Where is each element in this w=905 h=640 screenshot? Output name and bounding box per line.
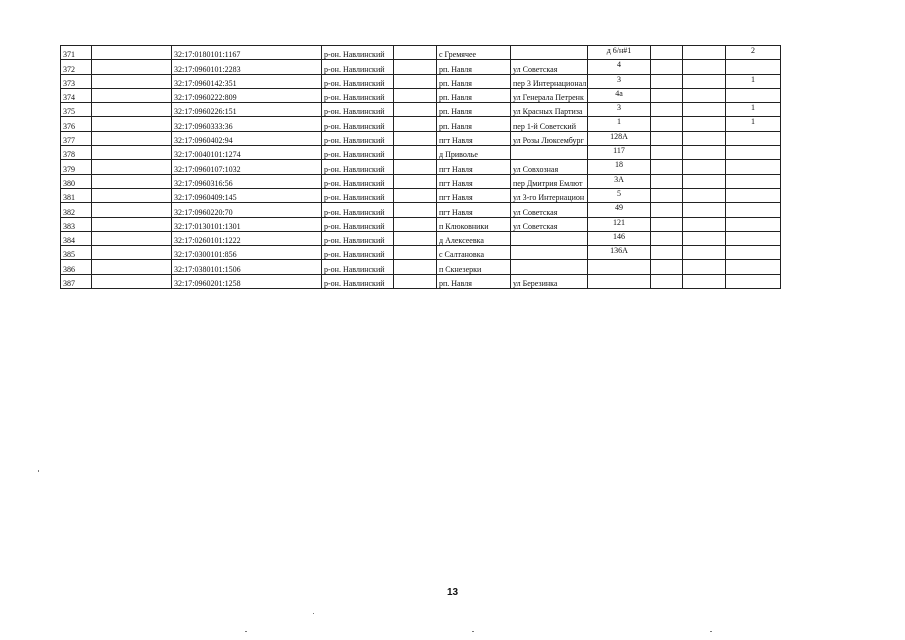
row-number-cell: 379 bbox=[61, 160, 92, 174]
table-row bbox=[61, 188, 781, 202]
row-number-cell: 377 bbox=[61, 131, 92, 145]
table-row bbox=[61, 74, 781, 88]
count-cell: 1 bbox=[726, 74, 781, 88]
cadastral-number-cell: 32:17:0300101:856 bbox=[172, 246, 322, 260]
district-cell: р-он. Навлинский bbox=[322, 260, 394, 274]
district-cell: р-он. Навлинский bbox=[322, 60, 394, 74]
table-row bbox=[61, 103, 781, 117]
empty-cell bbox=[394, 231, 437, 245]
street-cell: ул Красных Партиза bbox=[511, 103, 588, 117]
street-cell: ул Генерала Петренк bbox=[511, 88, 588, 102]
empty-cell bbox=[683, 274, 726, 288]
house-number-cell: 1 bbox=[588, 117, 651, 131]
empty-cell bbox=[651, 146, 683, 160]
scan-speck bbox=[245, 631, 247, 632]
empty-cell bbox=[92, 260, 172, 274]
cadastral-number-cell: 32:17:0960226:151 bbox=[172, 103, 322, 117]
street-cell: ул Советская bbox=[511, 203, 588, 217]
house-number-cell: 128А bbox=[588, 131, 651, 145]
district-cell: р-он. Навлинский bbox=[322, 217, 394, 231]
empty-cell bbox=[92, 146, 172, 160]
empty-cell bbox=[651, 74, 683, 88]
street-cell bbox=[511, 231, 588, 245]
street-cell: пер 3 Интернационал bbox=[511, 74, 588, 88]
row-number-cell: 382 bbox=[61, 203, 92, 217]
cadastral-number-cell: 32:17:0960201:1258 bbox=[172, 274, 322, 288]
empty-cell bbox=[394, 174, 437, 188]
empty-cell bbox=[651, 88, 683, 102]
count-cell bbox=[726, 174, 781, 188]
empty-cell bbox=[651, 260, 683, 274]
house-number-cell: 136А bbox=[588, 246, 651, 260]
district-cell: р-он. Навлинский bbox=[322, 174, 394, 188]
empty-cell bbox=[651, 174, 683, 188]
locality-cell: пгт Навля bbox=[437, 203, 511, 217]
empty-cell bbox=[394, 46, 437, 60]
district-cell: р-он. Навлинский bbox=[322, 131, 394, 145]
empty-cell bbox=[92, 88, 172, 102]
empty-cell bbox=[651, 131, 683, 145]
empty-cell bbox=[394, 246, 437, 260]
locality-cell: рп. Навля bbox=[437, 74, 511, 88]
table-row bbox=[61, 217, 781, 231]
scan-speck bbox=[313, 613, 314, 614]
scan-speck bbox=[38, 470, 39, 472]
house-number-cell bbox=[588, 260, 651, 274]
row-number-cell: 385 bbox=[61, 246, 92, 260]
cadastral-number-cell: 32:17:0960222:809 bbox=[172, 88, 322, 102]
street-cell bbox=[511, 246, 588, 260]
cadastral-number-cell: 32:17:0040101:1274 bbox=[172, 146, 322, 160]
cadastral-number-cell: 32:17:0960101:2283 bbox=[172, 60, 322, 74]
table-row bbox=[61, 88, 781, 102]
locality-cell: рп. Навля bbox=[437, 103, 511, 117]
count-cell bbox=[726, 188, 781, 202]
count-cell: 1 bbox=[726, 103, 781, 117]
locality-cell: рп. Навля bbox=[437, 60, 511, 74]
count-cell bbox=[726, 131, 781, 145]
empty-cell bbox=[394, 217, 437, 231]
empty-cell bbox=[683, 46, 726, 60]
empty-cell bbox=[92, 217, 172, 231]
empty-cell bbox=[92, 74, 172, 88]
cadastral-number-cell: 32:17:0260101:1222 bbox=[172, 231, 322, 245]
empty-cell bbox=[394, 74, 437, 88]
locality-cell: рп. Навля bbox=[437, 274, 511, 288]
empty-cell bbox=[683, 203, 726, 217]
empty-cell bbox=[683, 74, 726, 88]
cadastral-number-cell: 32:17:0960409:145 bbox=[172, 188, 322, 202]
property-table bbox=[60, 45, 781, 289]
empty-cell bbox=[683, 146, 726, 160]
street-cell bbox=[511, 146, 588, 160]
empty-cell bbox=[651, 160, 683, 174]
house-number-cell: 3 bbox=[588, 103, 651, 117]
district-cell: р-он. Навлинский bbox=[322, 74, 394, 88]
row-number-cell: 376 bbox=[61, 117, 92, 131]
cadastral-number-cell: 32:17:0960220:70 bbox=[172, 203, 322, 217]
count-cell: 1 bbox=[726, 117, 781, 131]
locality-cell: рп. Навля bbox=[437, 117, 511, 131]
empty-cell bbox=[394, 60, 437, 74]
empty-cell bbox=[92, 246, 172, 260]
empty-cell bbox=[92, 188, 172, 202]
empty-cell bbox=[683, 117, 726, 131]
empty-cell bbox=[394, 146, 437, 160]
empty-cell bbox=[92, 274, 172, 288]
locality-cell: п Скнезерки bbox=[437, 260, 511, 274]
locality-cell: рп. Навля bbox=[437, 88, 511, 102]
empty-cell bbox=[394, 274, 437, 288]
page-number: 13 bbox=[446, 587, 459, 598]
street-cell: ул Советская bbox=[511, 60, 588, 74]
district-cell: р-он. Навлинский bbox=[322, 117, 394, 131]
empty-cell bbox=[683, 246, 726, 260]
row-number-cell: 378 bbox=[61, 146, 92, 160]
district-cell: р-он. Навлинский bbox=[322, 103, 394, 117]
district-cell: р-он. Навлинский bbox=[322, 188, 394, 202]
count-cell bbox=[726, 146, 781, 160]
empty-cell bbox=[651, 188, 683, 202]
row-number-cell: 374 bbox=[61, 88, 92, 102]
cadastral-number-cell: 32:17:0960316:56 bbox=[172, 174, 322, 188]
count-cell bbox=[726, 274, 781, 288]
empty-cell bbox=[92, 160, 172, 174]
house-number-cell: 4а bbox=[588, 88, 651, 102]
district-cell: р-он. Навлинский bbox=[322, 231, 394, 245]
empty-cell bbox=[651, 246, 683, 260]
street-cell: ул 3-го Интернацион bbox=[511, 188, 588, 202]
empty-cell bbox=[651, 103, 683, 117]
house-number-cell: 3 bbox=[588, 74, 651, 88]
row-number-cell: 381 bbox=[61, 188, 92, 202]
count-cell bbox=[726, 88, 781, 102]
row-number-cell: 372 bbox=[61, 60, 92, 74]
house-number-cell: 5 bbox=[588, 188, 651, 202]
empty-cell bbox=[651, 117, 683, 131]
empty-cell bbox=[92, 103, 172, 117]
empty-cell bbox=[683, 103, 726, 117]
cadastral-number-cell: 32:17:0180101:1167 bbox=[172, 46, 322, 60]
table-row bbox=[61, 160, 781, 174]
cadastral-number-cell: 32:17:0130101:1301 bbox=[172, 217, 322, 231]
house-number-cell: 3А bbox=[588, 174, 651, 188]
empty-cell bbox=[683, 60, 726, 74]
empty-cell bbox=[394, 203, 437, 217]
empty-cell bbox=[394, 188, 437, 202]
table-row bbox=[61, 174, 781, 188]
row-number-cell: 373 bbox=[61, 74, 92, 88]
locality-cell: пгт Навля bbox=[437, 160, 511, 174]
table-row bbox=[61, 231, 781, 245]
empty-cell bbox=[394, 103, 437, 117]
house-number-cell: д 6/н#1 bbox=[588, 46, 651, 60]
cadastral-number-cell: 32:17:0960402:94 bbox=[172, 131, 322, 145]
row-number-cell: 386 bbox=[61, 260, 92, 274]
district-cell: р-он. Навлинский bbox=[322, 146, 394, 160]
street-cell: ул Розы Люксембург bbox=[511, 131, 588, 145]
table-row bbox=[61, 203, 781, 217]
row-number-cell: 384 bbox=[61, 231, 92, 245]
empty-cell bbox=[394, 131, 437, 145]
empty-cell bbox=[394, 160, 437, 174]
locality-cell: п Клюковники bbox=[437, 217, 511, 231]
empty-cell bbox=[683, 160, 726, 174]
empty-cell bbox=[651, 231, 683, 245]
table-row bbox=[61, 146, 781, 160]
empty-cell bbox=[394, 117, 437, 131]
district-cell: р-он. Навлинский bbox=[322, 46, 394, 60]
cadastral-number-cell: 32:17:0960333:36 bbox=[172, 117, 322, 131]
table-row bbox=[61, 60, 781, 74]
district-cell: р-он. Навлинский bbox=[322, 88, 394, 102]
district-cell: р-он. Навлинский bbox=[322, 274, 394, 288]
empty-cell bbox=[651, 203, 683, 217]
locality-cell: пгт Навля bbox=[437, 188, 511, 202]
empty-cell bbox=[92, 174, 172, 188]
count-cell bbox=[726, 246, 781, 260]
empty-cell bbox=[92, 46, 172, 60]
count-cell bbox=[726, 203, 781, 217]
street-cell: пер Дмитрия Емлют bbox=[511, 174, 588, 188]
count-cell bbox=[726, 60, 781, 74]
empty-cell bbox=[394, 260, 437, 274]
empty-cell bbox=[92, 203, 172, 217]
empty-cell bbox=[683, 188, 726, 202]
scan-speck bbox=[472, 631, 474, 632]
table-row bbox=[61, 260, 781, 274]
row-number-cell: 371 bbox=[61, 46, 92, 60]
row-number-cell: 387 bbox=[61, 274, 92, 288]
empty-cell bbox=[92, 231, 172, 245]
district-cell: р-он. Навлинский bbox=[322, 160, 394, 174]
table-row bbox=[61, 246, 781, 260]
empty-cell bbox=[683, 88, 726, 102]
count-cell: 2 bbox=[726, 46, 781, 60]
empty-cell bbox=[651, 217, 683, 231]
street-cell bbox=[511, 46, 588, 60]
locality-cell: д Приволье bbox=[437, 146, 511, 160]
street-cell bbox=[511, 260, 588, 274]
empty-cell bbox=[651, 60, 683, 74]
count-cell bbox=[726, 217, 781, 231]
count-cell bbox=[726, 160, 781, 174]
count-cell bbox=[726, 260, 781, 274]
locality-cell: пгт Навля bbox=[437, 131, 511, 145]
empty-cell bbox=[92, 117, 172, 131]
table-body bbox=[61, 46, 781, 289]
street-cell: ул Советская bbox=[511, 217, 588, 231]
locality-cell: с Салтановка bbox=[437, 246, 511, 260]
locality-cell: с Гремячее bbox=[437, 46, 511, 60]
empty-cell bbox=[651, 274, 683, 288]
street-cell: ул Березинка bbox=[511, 274, 588, 288]
empty-cell bbox=[683, 131, 726, 145]
empty-cell bbox=[683, 260, 726, 274]
table-row bbox=[61, 46, 781, 60]
house-number-cell: 18 bbox=[588, 160, 651, 174]
row-number-cell: 375 bbox=[61, 103, 92, 117]
table-row bbox=[61, 117, 781, 131]
empty-cell bbox=[651, 46, 683, 60]
house-number-cell: 117 bbox=[588, 146, 651, 160]
locality-cell: пгт Навля bbox=[437, 174, 511, 188]
street-cell: пер 1-й Советский bbox=[511, 117, 588, 131]
scan-speck bbox=[710, 631, 712, 632]
district-cell: р-он. Навлинский bbox=[322, 246, 394, 260]
cadastral-number-cell: 32:17:0380101:1506 bbox=[172, 260, 322, 274]
row-number-cell: 383 bbox=[61, 217, 92, 231]
empty-cell bbox=[92, 60, 172, 74]
table-row bbox=[61, 274, 781, 288]
empty-cell bbox=[683, 231, 726, 245]
cadastral-number-cell: 32:17:0960142:351 bbox=[172, 74, 322, 88]
house-number-cell: 146 bbox=[588, 231, 651, 245]
house-number-cell bbox=[588, 274, 651, 288]
house-number-cell: 121 bbox=[588, 217, 651, 231]
empty-cell bbox=[683, 217, 726, 231]
district-cell: р-он. Навлинский bbox=[322, 203, 394, 217]
empty-cell bbox=[92, 131, 172, 145]
cadastral-number-cell: 32:17:0960107:1032 bbox=[172, 160, 322, 174]
house-number-cell: 49 bbox=[588, 203, 651, 217]
count-cell bbox=[726, 231, 781, 245]
empty-cell bbox=[683, 174, 726, 188]
locality-cell: д Алексеевка bbox=[437, 231, 511, 245]
empty-cell bbox=[394, 88, 437, 102]
table-row bbox=[61, 131, 781, 145]
row-number-cell: 380 bbox=[61, 174, 92, 188]
house-number-cell: 4 bbox=[588, 60, 651, 74]
street-cell: ул Совхозная bbox=[511, 160, 588, 174]
